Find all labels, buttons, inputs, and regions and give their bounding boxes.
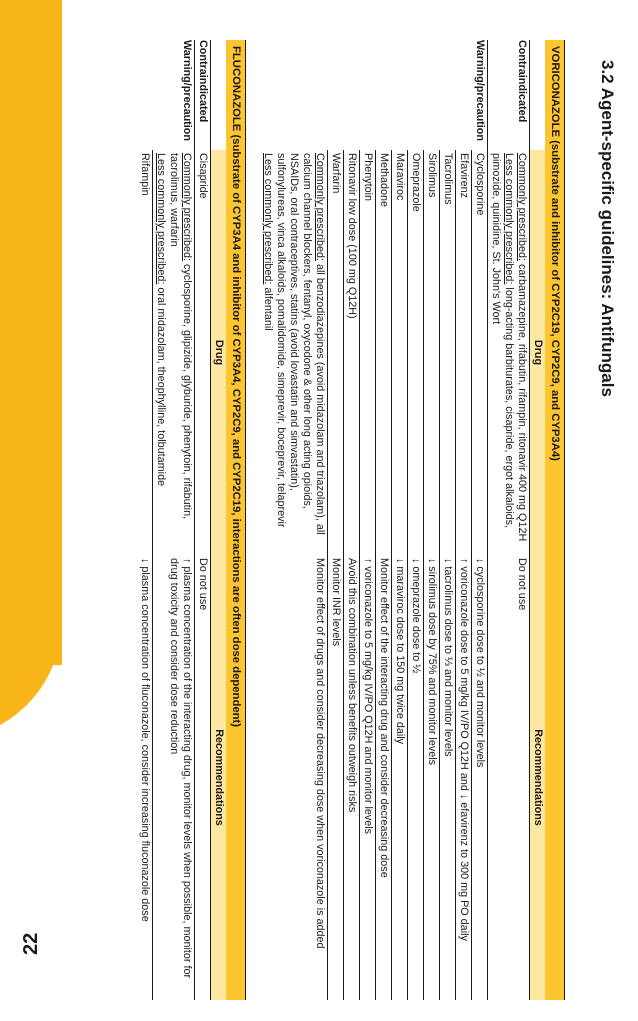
- table-row: [392, 40, 408, 1000]
- drug-cell: Efavirenz: [456, 150, 472, 555]
- rec-cell: Monitor effect of the interacting drug and consider decreasing dose: [376, 555, 392, 1000]
- rec-cell: Monitor effect of drugs and consider decreasing dose when voriconazole is added: [260, 555, 328, 1000]
- recommendations-header: Recommendations: [211, 555, 227, 1000]
- drug-cell: [488, 150, 530, 555]
- rec-cell: Avoid this combination unless benefits outweigh risks: [344, 555, 360, 1000]
- drug-cell: Phenytoin: [360, 150, 376, 555]
- common-drugs: cyclosporine, glipizide, glyburide, phenytoin, rifabutin, tacrolimus, warfarin: [168, 153, 193, 520]
- category-cell: [408, 40, 424, 150]
- rec-cell: ↓ omeprazole dose to ½: [408, 555, 424, 1000]
- category-cell: [137, 40, 153, 150]
- section-spacer: [246, 40, 260, 1000]
- drug-cell: Cyclosporine: [472, 150, 488, 555]
- drug-header: Drug: [211, 150, 227, 555]
- drug-cell: Omeprazole: [408, 150, 424, 555]
- less-label: Less commonly prescribed:: [155, 153, 167, 285]
- table-row: [153, 40, 195, 1000]
- table-header-row: [530, 40, 546, 1000]
- table-row: [424, 40, 440, 1000]
- category-cell: [344, 40, 360, 150]
- common-drugs: carbamazepine, rifabutin, rifampin, ritonavir 400 mg Q12H: [516, 261, 528, 542]
- rec-cell: Monitor INR levels: [328, 555, 344, 1000]
- tab-band: [0, 0, 62, 665]
- table-row: [472, 40, 488, 1000]
- drug-cell: Ritonavir low dose (100 mg Q12H): [344, 150, 360, 555]
- page-tab: [0, 0, 62, 1021]
- category-cell: [376, 40, 392, 150]
- table-row: [408, 40, 424, 1000]
- category-cell: [328, 40, 344, 150]
- category-cell: Warning/precaution: [153, 40, 195, 150]
- category-cell: Warning/precaution: [472, 40, 488, 150]
- common-label: Commonly prescribed:: [314, 153, 326, 262]
- drug-cell: Warfarin: [328, 150, 344, 555]
- table-row: [360, 40, 376, 1000]
- common-label: Commonly prescribed:: [181, 153, 193, 262]
- table-row: [344, 40, 360, 1000]
- rec-cell: Do not use: [195, 555, 211, 1000]
- table-row: [488, 40, 530, 1000]
- less-drugs: alfentanil: [262, 284, 274, 331]
- drug-cell: [153, 150, 195, 555]
- rec-cell: ↓ tacrolimus dose to ⅓ and monitor levels: [440, 555, 456, 1000]
- less-drugs: long-acting barbiturates, cisapride, ergot alkaloids, pimozide, quinidine, St. John's Wort: [490, 153, 515, 529]
- rec-cell: Do not use: [488, 555, 530, 1000]
- table-row: [195, 40, 211, 1000]
- rec-cell: ↓ cyclosporine dose to ½ and monitor levels: [472, 555, 488, 1000]
- category-header: [530, 40, 546, 150]
- drug-cell: Maraviroc: [392, 150, 408, 555]
- category-cell: [440, 40, 456, 150]
- rec-cell: ↓ plasma concentration of fluconazole, consider increasing fluconazole dose: [137, 555, 153, 1000]
- less-drugs: oral midazolam, theophylline, tolbutamide: [155, 284, 167, 487]
- rec-cell: ↑ plasma concentration of the interacting drug, monitor levels when possible, monitor for drug toxicity and consider dose reduction: [153, 555, 195, 1000]
- table-row: [137, 40, 153, 1000]
- drug-cell: [260, 150, 328, 555]
- page-title: 3.2 Agent-specific guidelines: Antifungals: [598, 60, 617, 397]
- table-row: [260, 40, 328, 1000]
- category-cell: [456, 40, 472, 150]
- drug-cell: Rifampin: [137, 150, 153, 555]
- rec-cell: ↑ voriconazole to 5 mg/kg IV/PO Q12H and monitor levels: [360, 555, 376, 1000]
- rotated-page: [65, 0, 625, 1021]
- rec-cell: ↓ sirolimus dose by 75% and monitor levels: [424, 555, 440, 1000]
- page-number: 22: [20, 932, 42, 955]
- table-row: [328, 40, 344, 1000]
- voriconazole-section-title: VORICONAZOLE (substrate and inhibitor of CYP2C19, CYP2C9, and CYP3A4): [545, 40, 565, 1000]
- drug-cell: Sirolimus: [424, 150, 440, 555]
- category-cell: [392, 40, 408, 150]
- table-header-row: [211, 40, 227, 1000]
- less-label: Less commonly prescribed:: [503, 153, 515, 285]
- common-label: Commonly prescribed:: [516, 153, 528, 262]
- page-content: [137, 40, 565, 1000]
- fluconazole-table: [137, 40, 226, 1000]
- category-cell: [360, 40, 376, 150]
- category-cell: Contraindicated: [488, 40, 530, 150]
- table-row: [376, 40, 392, 1000]
- rec-cell: ↑ voriconazole dose to 5 mg/kg IV/PO Q12H and ↓ efavirenz to 300 mg PO daily: [456, 555, 472, 1000]
- drug-header: Drug: [530, 150, 546, 555]
- category-cell: Contraindicated: [195, 40, 211, 150]
- common-drugs: all benzodiazepines (avoid midazolam and triazolam), all calcium channel blockers, fentanyl, oxycodone & other long acting opioids, NSAIDs, oral contraceptives, statins (avoid lovastatin and simvastatin), sulfonylureas, vinca alkaloids, pomalidomide, simeprevir, boceprevir, telaprevir: [275, 153, 326, 535]
- recommendations-header: Recommendations: [530, 555, 546, 1000]
- drug-cell: Tacrolimus: [440, 150, 456, 555]
- drug-cell: Methadone: [376, 150, 392, 555]
- fluconazole-section-title: FLUCONAZOLE (substrate of CYP3A4 and inhibitor of CYP3A4, CYP2C9, and CYP2C19, interactions are often dose dependent): [226, 40, 246, 1000]
- table-row: [440, 40, 456, 1000]
- category-cell: [424, 40, 440, 150]
- rec-cell: ↓ maraviroc dose to 150 mg twice daily: [392, 555, 408, 1000]
- drug-cell: Cisapride: [195, 150, 211, 555]
- table-row: [456, 40, 472, 1000]
- less-label: Less commonly prescribed:: [262, 153, 274, 285]
- category-header: [211, 40, 227, 150]
- tab-curve: [0, 600, 62, 740]
- voriconazole-table: [260, 40, 545, 1000]
- category-cell: [260, 40, 328, 150]
